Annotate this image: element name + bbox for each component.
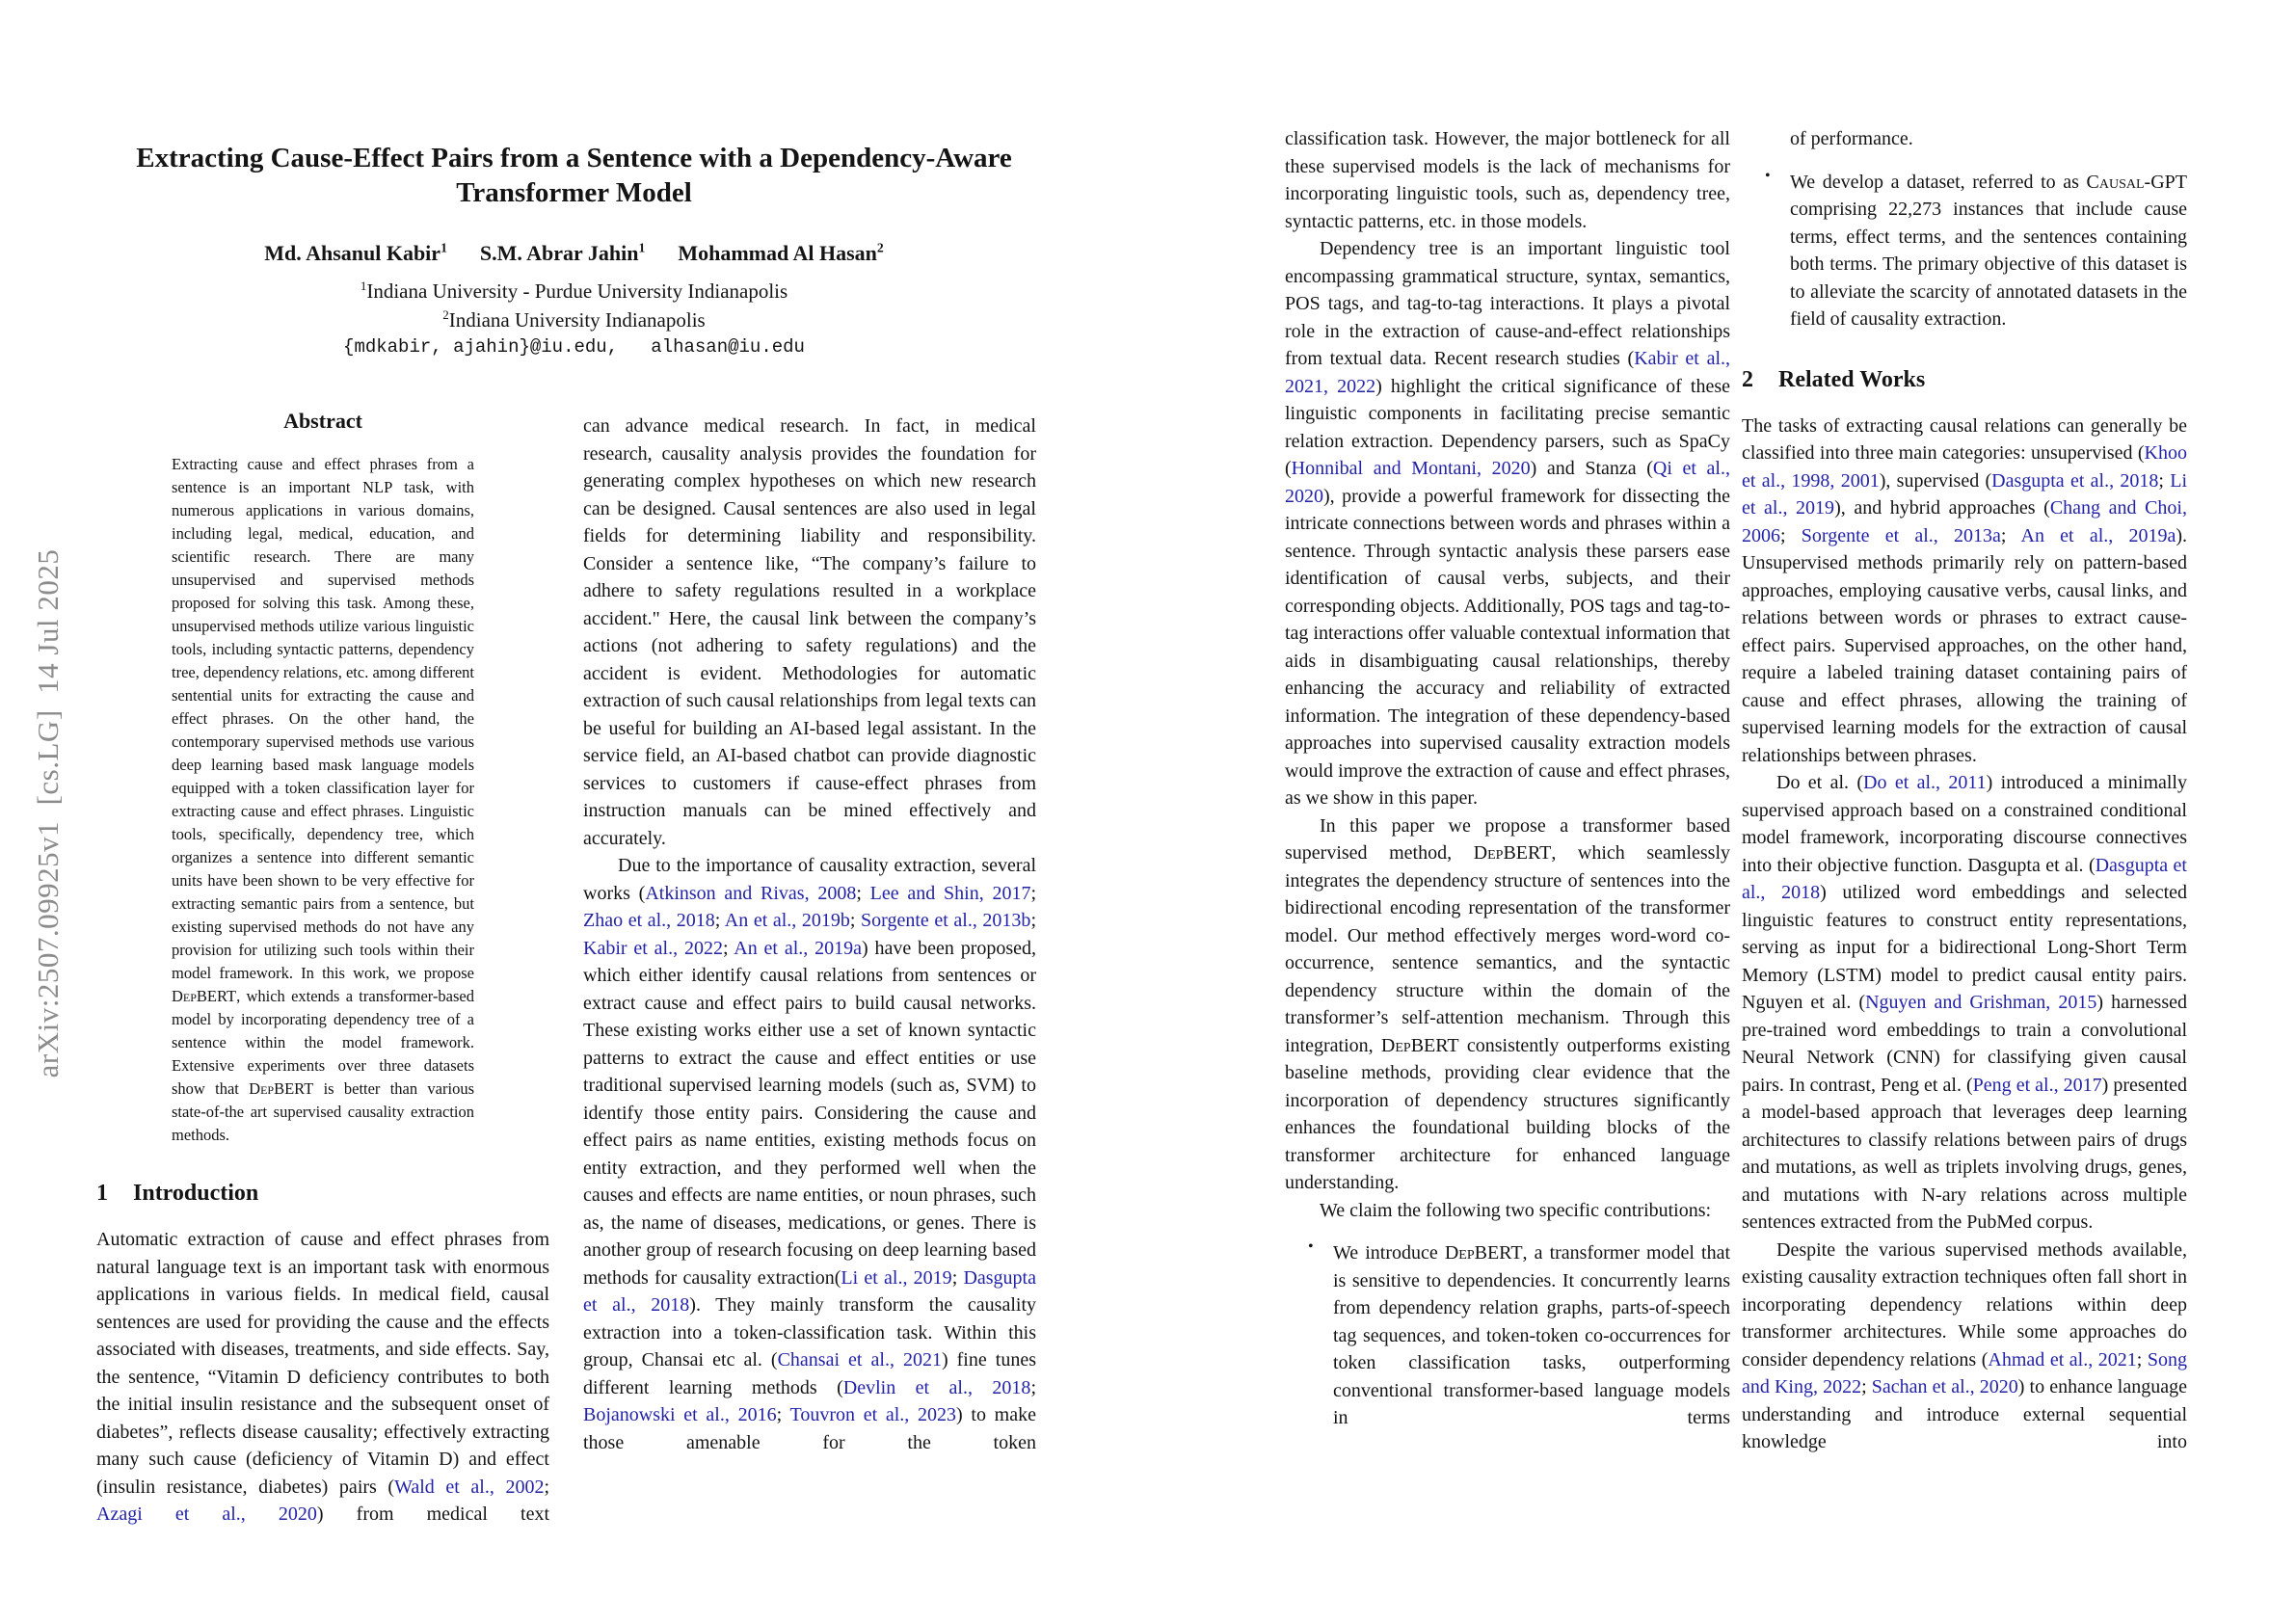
text-segment: The tasks of extracting causal relations can generally be classified into three main categories: unsupervised ( <box>1742 414 2187 464</box>
text-segment: ; <box>722 937 734 959</box>
citation-link[interactable]: Song and King, 2022 <box>1742 1348 2187 1397</box>
affiliation-1-sup: 1 <box>360 279 367 293</box>
bullet-marker: • <box>1308 1238 1314 1255</box>
citation-link[interactable]: Dasgupta et al., 2018 <box>1742 854 2187 903</box>
text-segment: ) presented a model-based approach that leverages deep learning architectures to classify relations between pairs of drugs and mutations, as well as triplets involving drugs, genes, and mutations with N-ary relations across multiple sentences extracted from the PubMed corpus. <box>1742 1074 2188 1233</box>
affiliation-1 <box>0 279 1148 304</box>
paragraph-intro-6 <box>1285 812 1730 1197</box>
bullet-item-2-text <box>1790 169 2187 333</box>
citation-link[interactable]: Li et al., 2019 <box>841 1266 952 1289</box>
paragraph-contributions-lead <box>1285 1197 1730 1225</box>
text-segment: DepBERT <box>1473 842 1552 864</box>
text-segment: is better than various state-of-the art supervised causality extraction methods. <box>172 1079 474 1144</box>
section-heading-related-works <box>1742 366 2187 393</box>
page1-left-column <box>96 409 549 1529</box>
text-segment: , which seamlessly integrates the dependency structure of sentences into the bidirectional encoding representation of the transformer model. Our method effectively merges word-word co-occurrence, sentence semantics, and the syntactic dependency structure within the domain of the transformer’s self-attention mechanism. Through this integration, <box>1285 842 1731 1056</box>
text-segment: DepBERT <box>1444 1242 1523 1264</box>
text-segment: ; <box>776 1404 790 1425</box>
paragraph-intro-3 <box>583 852 1036 1456</box>
page-2 <box>1148 0 2296 1623</box>
text-segment: Do et al. ( <box>1776 772 1864 793</box>
text-segment: ). They mainly transform the causality extraction into a token-classification task. Within this group, Chansai etc al. ( <box>583 1294 1036 1370</box>
paragraph-related-1 <box>1742 412 2187 770</box>
text-segment: We claim the following two specific contributions: <box>1320 1199 1712 1221</box>
citation-link[interactable]: Touvron et al., 2023 <box>789 1404 957 1425</box>
text-segment: consistently outperforms existing baseline methods, providing clear evidence that the incorporation of dependency structures significantly enhances the foundational building blocks of the transformer architecture for enhanced language understanding. <box>1285 1034 1731 1193</box>
paragraph-intro-5 <box>1285 235 1730 812</box>
bullet-item-1-continuation <box>1742 125 2187 153</box>
affiliation-1-text: Indiana University - Purdue University Indianapolis <box>366 279 788 303</box>
text-segment: Due to the importance of causality extraction, several works ( <box>583 855 1036 904</box>
paragraph-intro-1 <box>96 1226 549 1529</box>
text-segment: ) fine tunes different learning methods ( <box>583 1349 1036 1398</box>
page2-right-column <box>1742 125 2187 1456</box>
author-3 <box>678 241 883 266</box>
text-segment: ) and Stanza ( <box>1530 458 1653 479</box>
paper-title-line-2: Transformer Model <box>456 177 692 208</box>
citation-link[interactable]: Li et al., 2019 <box>1742 469 2188 519</box>
citation-link[interactable]: An et al., 2019a <box>2020 524 2176 546</box>
author-1 <box>264 241 447 266</box>
bullet-item-1-text <box>1333 1239 1730 1432</box>
paragraph-intro-2 <box>583 412 1036 852</box>
citation-link[interactable]: Atkinson and Rivas, 2008 <box>645 882 857 904</box>
page2-left-column <box>1285 125 1730 1432</box>
author-3-affil-sup: 2 <box>876 240 884 255</box>
text-segment: ), supervised ( <box>1879 469 1992 492</box>
text-segment: Dependency tree is an important linguistic tool encompassing grammatical structure, syntax, semantics, POS tags, and tag-to-tag interactions. It plays a pivotal role in the extraction of cause-and-effect relationships from textual data. Recent research studies ( <box>1285 238 1730 369</box>
text-segment: classification task. However, the major bottleneck for all these supervised models is the lack of mechanisms for incorporating linguistic tools, such as, dependency tree, syntactic patterns, etc. in those models. <box>1285 128 1730 232</box>
affiliation-2 <box>0 308 1148 333</box>
citation-link[interactable]: Kabir et al., 2022 <box>583 937 723 959</box>
text-segment: ; <box>1030 1376 1036 1398</box>
citation-link[interactable]: Sorgente et al., 2013b <box>861 910 1031 931</box>
text-segment: DepBERT <box>172 987 237 1005</box>
author-2-affil-sup: 1 <box>638 240 646 255</box>
section-heading-introduction <box>96 1180 549 1207</box>
citation-link[interactable]: Zhao et al., 2018 <box>583 910 715 931</box>
paragraph-intro-4 <box>1285 125 1730 235</box>
paragraph-related-3 <box>1742 1237 2187 1456</box>
page1-right-column <box>583 412 1036 1456</box>
text-segment: ; <box>1861 1376 1872 1397</box>
author-2-name: S.M. Abrar Jahin <box>479 241 639 265</box>
citation-link[interactable]: Nguyen and Grishman, 2015 <box>1865 992 2097 1013</box>
arxiv-watermark: arXiv:2507.09925v1 [cs.LG] 14 Jul 2025 <box>31 548 65 1078</box>
text-segment: , which extends a transformer-based model by incorporating dependency tree of a sentence within the model framework. Extensive experiments over three datasets show that <box>172 987 474 1098</box>
text-segment: ; <box>1780 524 1802 546</box>
paper-title <box>0 141 1148 210</box>
text-segment: ; <box>2136 1348 2148 1370</box>
citation-link[interactable]: Chansai et al., 2021 <box>777 1349 942 1370</box>
text-segment: ; <box>856 882 870 904</box>
text-segment: of performance. <box>1790 128 1913 149</box>
text-segment: ) highlight the critical significance of these linguistic components in facilitating precise semantic relation extraction. Dependency parsers, such as SpaCy ( <box>1285 375 1731 479</box>
text-segment: ; <box>2000 524 2021 546</box>
section-1-title: Introduction <box>133 1181 259 1206</box>
text-segment: ) introduced a minimally supervised approach based on a constrained conditional model framework, incorporating discourse connectives into their objective function. Dasgupta et al. ( <box>1742 772 2187 876</box>
text-segment: ) utilized word embeddings and selected linguistic features to construct entity representations, serving as input for a bidirectional Long-Short Term Memory (LSTM) model to predict causal entity pairs. Nguyen et al. ( <box>1742 882 2187 1013</box>
text-segment: We introduce <box>1333 1242 1445 1264</box>
text-segment: ; <box>1030 882 1037 904</box>
text-segment: ; <box>1030 910 1036 931</box>
section-2-number: 2 <box>1742 366 1753 392</box>
paragraph-related-2 <box>1742 769 2187 1237</box>
author-1-affil-sup: 1 <box>441 240 447 255</box>
text-segment: ; <box>2158 469 2171 492</box>
abstract-heading: Abstract <box>283 409 362 433</box>
author-2 <box>480 241 645 266</box>
text-segment: ; <box>849 910 862 931</box>
text-segment: ). Unsupervised methods primarily rely on pattern-based approaches, employing causative verbs, causal links, and relations between words or phrases to extract cause-effect pairs. Supervised approaches, on the other hand, require a labeled training dataset containing pairs of cause and effect phrases, allowing the training of supervised learning models for the extraction of causal relationships between phrases. <box>1742 524 2188 766</box>
bullet-item-1 <box>1285 1239 1730 1432</box>
citation-link[interactable]: Sorgente et al., 2013a <box>1801 524 2001 546</box>
citation-link[interactable]: Bojanowski et al., 2016 <box>583 1404 777 1425</box>
citation-link[interactable]: Khoo et al., 1998, 2001 <box>1742 442 2187 492</box>
text-segment: Automatic extraction of cause and effect phrases from natural language text is an important task with enormous applications in various fields. In medical field, causal sentences are used for providing the cause and the effects associated with diseases, treatments, and side effects. Say, the sentence, “Vitamin D deficiency contributes to both the initial insulin resistance and the subsequent onset of diabetes”, reflects disease causality; effectively extracting many such cause (deficiency of Vitamin D) and effect (insulin resistance, diabetes) pairs ( <box>96 1229 549 1498</box>
text-segment: ; <box>951 1266 964 1289</box>
text-segment: DepBERT <box>249 1079 314 1098</box>
bullet-item-1-continuation-text <box>1790 125 2187 153</box>
text-segment: Despite the various supervised methods available, existing causality extraction techniques often fall short in incorporating dependency relations within deep transformer architectures. While some approaches do consider dependency relations ( <box>1742 1238 2187 1370</box>
text-segment: ; <box>714 910 725 931</box>
text-segment: ; <box>544 1476 550 1498</box>
text-segment: ), provide a powerful framework for dissecting the intricate connections between words and phrases within a sentence. Through syntactic analysis these parsers ease identification of causal verbs, subjects, and their corresponding objects. Additionally, POS tags and tag-to-tag interactions offer valuable contextual information that aids in disambiguating causal relationships, thereby enhancing the accuracy and reliability of extracted information. The integration of these dependency-based approaches into supervised causality extraction models would improve the extraction of cause and effect phrases, as we show in this paper. <box>1285 485 1730 809</box>
citation-link[interactable]: Kabir et al., 2021, 2022 <box>1285 348 1730 397</box>
text-segment: , a transformer model that is sensitive to dependencies. It concurrently learns from dependency relation graphs, parts-of-speech tag sequences, and token-token co-occurrences for token classification tasks, outperforming conventional transformer-based language models in terms <box>1333 1242 1730 1428</box>
citation-link[interactable]: Azagi et al., 2020 <box>96 1503 317 1525</box>
author-1-name: Md. Ahsanul Kabir <box>264 241 441 265</box>
text-segment: ) to enhance language understanding and introduce external sequential knowledge into <box>1742 1376 2187 1452</box>
section-2-title: Related Works <box>1778 366 1926 392</box>
citation-link[interactable]: Sachan et al., 2020 <box>1871 1376 2018 1397</box>
citation-link[interactable]: Lee and Shin, 2017 <box>869 882 1031 904</box>
citation-link[interactable]: Devlin et al., 2018 <box>842 1376 1031 1398</box>
section-1-number: 1 <box>96 1181 108 1206</box>
text-segment: Causal-GPT <box>2086 171 2187 193</box>
text-segment: comprising 22,273 instances that include cause terms, effect terms, and the sentences containing both terms. The primary objective of this dataset is to alleviate the scarcity of annotated datasets in the field of causality extraction. <box>1790 199 2187 330</box>
author-3-name: Mohammad Al Hasan <box>678 241 877 265</box>
text-segment: can advance medical research. In fact, in medical research, causality analysis provides the foundation for generating complex hypotheses on which new research can be designed. Causal sentences are also used in legal fields for determining liability and responsibility. Consider a sentence like, “The company’s failure to adhere to safety regulations resulted in a workplace accident." Here, the causal link between the company’s actions (not adhering to safety regulations) and the accident is evident. Methodologies for automatic extraction of such causal relationships from legal texts can be useful for building an AI-based legal assistant. In the service field, an AI-based chatbot can provide diagnostic services to customers if cause-effect phrases from instruction manuals can be mined effectively and accurately. <box>583 415 1036 849</box>
text-segment: ) to make those amenable for the token <box>583 1404 1036 1453</box>
abstract-body <box>172 453 474 1147</box>
paper-title-line-1: Extracting Cause-Effect Pairs from a Sentence with a Dependency-Aware <box>136 143 1012 173</box>
citation-link[interactable]: Do et al., 2011 <box>1863 772 1987 793</box>
text-segment: We develop a dataset, referred to as <box>1790 171 2087 193</box>
text-segment: In this paper we propose a transformer based supervised method, <box>1285 814 1730 864</box>
citation-link[interactable]: An et al., 2019b <box>724 910 850 931</box>
email-line: {mdkabir, ajahin}@iu.edu, alhasan@iu.edu <box>343 336 805 358</box>
citation-link[interactable]: Wald et al., 2002 <box>394 1476 545 1498</box>
text-segment: ) from medical text <box>316 1503 550 1525</box>
authors-row <box>0 241 1148 266</box>
bullet-item-2 <box>1742 169 2187 333</box>
text-segment: Extracting cause and effect phrases from a sentence is an important NLP task, with numerous applications in various domains, including legal, medical, education, and scientific research. There are many unsupervised and supervised methods proposed for solving this task. Among these, unsupervised methods utilize various linguistic tools, including syntactic patterns, dependency tree, dependency relations, etc. among different sentential units for extracting the cause and effect phrases. On the other hand, the contemporary supervised methods use various deep learning based mask language models equipped with a token classification layer for extracting cause and effect phrases. Linguistic tools, specifically, dependency tree, which organizes a sentence into different semantic units have been shown to be very effective for extracting semantic pairs from a sentence, but existing supervised methods do not have any provision for utilizing such tools within their model framework. In this work, we propose <box>172 455 474 982</box>
citation-link[interactable]: Dasgupta et al., 2018 <box>1991 469 2159 492</box>
citation-link[interactable]: Qi et al., 2020 <box>1285 458 1730 507</box>
affiliation-2-sup: 2 <box>442 307 449 322</box>
text-segment: ), and hybrid approaches ( <box>1834 497 2050 519</box>
citation-link[interactable]: Peng et al., 2017 <box>1972 1074 2102 1096</box>
citation-link[interactable]: Ahmad et al., 2021 <box>1988 1348 2137 1370</box>
citation-link[interactable]: Dasgupta et al., 2018 <box>583 1266 1036 1316</box>
citation-link[interactable]: Chang and Choi, 2006 <box>1742 497 2187 546</box>
citation-link[interactable]: An et al., 2019a <box>734 937 862 959</box>
bullet-marker: • <box>1765 167 1771 184</box>
text-segment: DepBERT <box>1380 1034 1459 1056</box>
text-segment: ) harnessed pre-trained word embeddings to train a convolutional Neural Network (CNN) for classifying given causal pairs. In contrast, Peng et al. ( <box>1742 992 2187 1096</box>
citation-link[interactable]: Honnibal and Montani, 2020 <box>1291 458 1531 479</box>
text-segment: ) have been proposed, which either identify causal relations from sentences or extract cause and effect pairs to build causal networks. These existing works either use a set of known syntactic patterns to extract the cause and effect entities or use traditional supervised learning models (such as, SVM) to identify those entity pairs. Considering the cause and effect pairs as name entities, existing methods focus on entity extraction, and they performed well when the causes and effects are name entities, or noun phrases, such as, the name of diseases, medications, or genes. There is another group of research focusing on deep learning based methods for causality extraction( <box>583 937 1037 1289</box>
affiliation-2-text: Indiana University Indianapolis <box>448 308 706 332</box>
